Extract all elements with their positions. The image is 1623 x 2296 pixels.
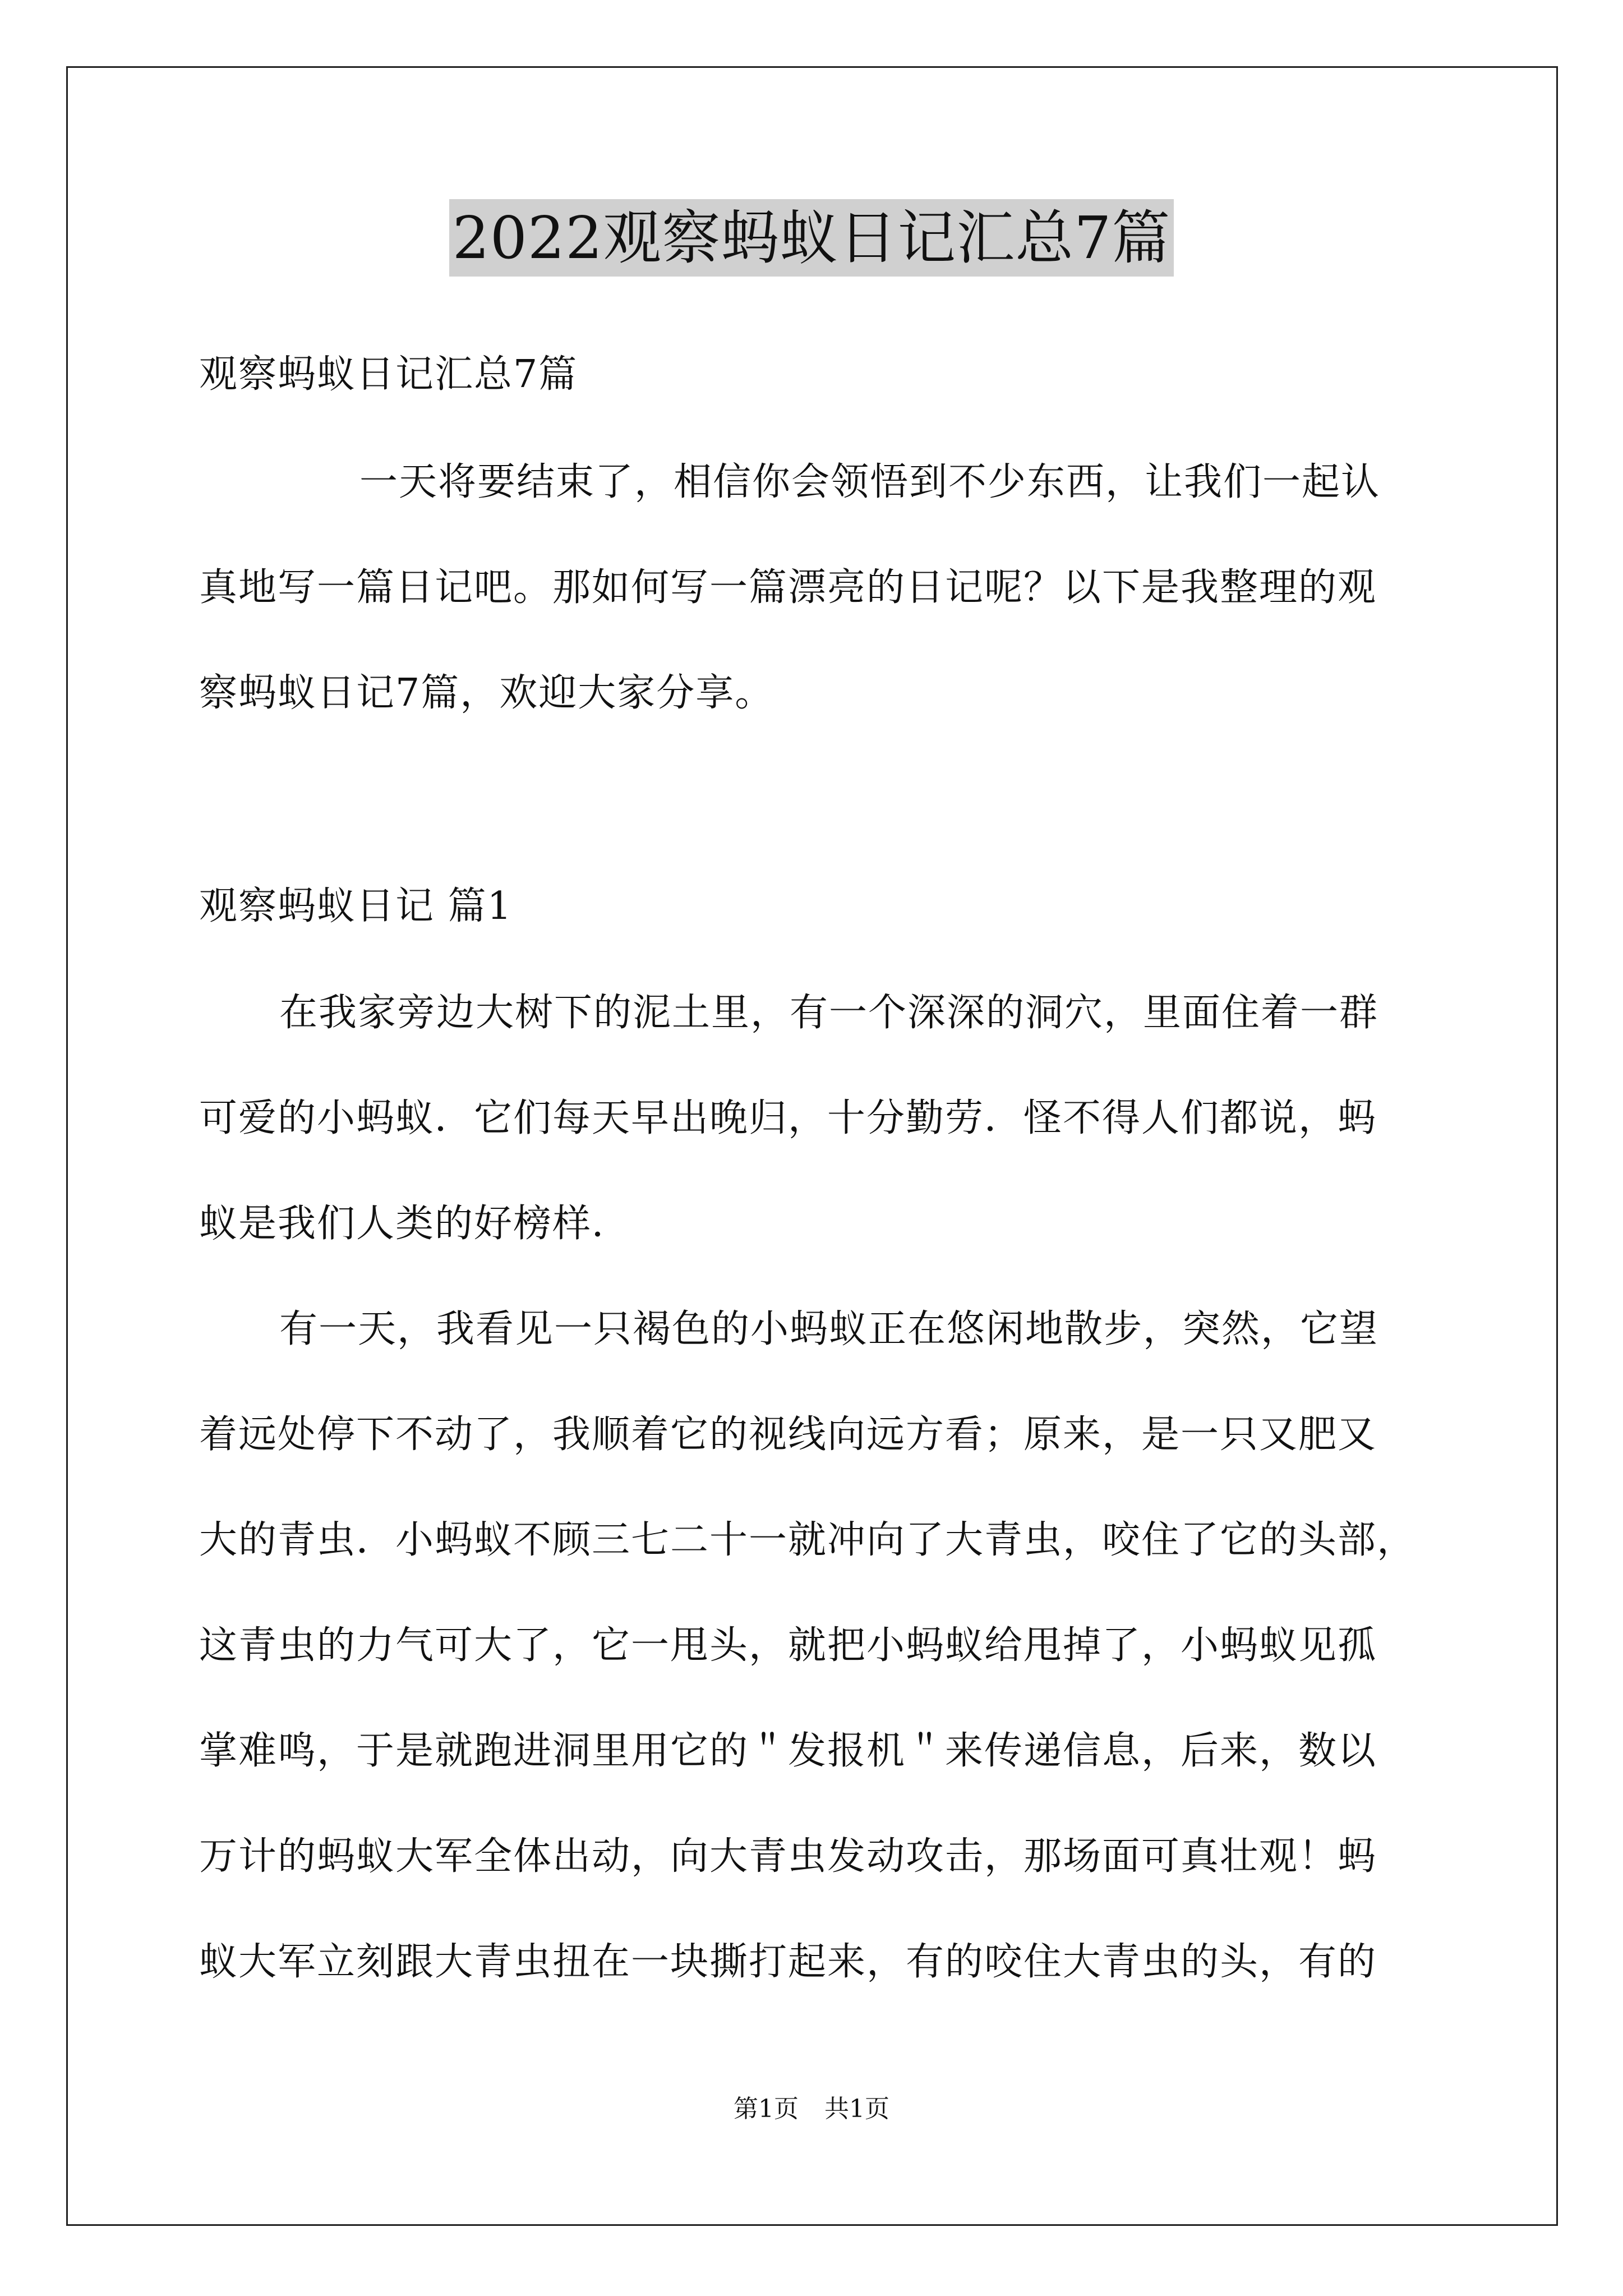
- intro-line: 察蚂蚁日记7篇，欢迎大家分享。: [199, 671, 774, 715]
- paragraph-line: 可爱的小蚂蚁．它们每天早出晚归，十分勤劳．怪不得人们都说，蚂: [199, 1096, 1377, 1140]
- paragraph-line: 万计的蚂蚁大军全体出动，向大青虫发动攻击，那场面可真壮观！蚂: [199, 1834, 1377, 1879]
- section-heading: 观察蚂蚁日记 篇1: [199, 884, 513, 928]
- page-footer: [0, 2092, 1623, 2126]
- title-container: [0, 199, 1623, 277]
- paragraph-line: 着远处停下不动了，我顺着它的视线向远方看；原来，是一只又肥又: [199, 1412, 1377, 1457]
- page-total: 共1页: [824, 2095, 889, 2123]
- paragraph-line: 蚁大军立刻跟大青虫扭在一块撕打起来，有的咬住大青虫的头，有的: [199, 1940, 1377, 1984]
- paragraph-line: 这青虫的力气可大了，它一甩头，就把小蚂蚁给甩掉了，小蚂蚁见孤: [199, 1623, 1377, 1668]
- intro-line: 一天将要结束了，相信你会领悟到不少东西，让我们一起认: [359, 460, 1381, 504]
- paragraph-line: 掌难鸣，于是就跑进洞里用它的＂发报机＂来传递信息，后来，数以: [199, 1729, 1377, 1773]
- intro-line: 真地写一篇日记吧。那如何写一篇漂亮的日记呢？以下是我整理的观: [199, 565, 1377, 610]
- paragraph-line: 在我家旁边大树下的泥土里，有一个深深的洞穴，里面住着一群: [279, 991, 1379, 1035]
- document-title: 2022观察蚂蚁日记汇总7篇: [449, 199, 1174, 277]
- paragraph-line: 有一天，我看见一只褐色的小蚂蚁正在悠闲地散步，突然，它望: [279, 1307, 1379, 1351]
- paragraph-line: 蚁是我们人类的好榜样．: [199, 1202, 631, 1246]
- page-number: 第1页: [734, 2095, 799, 2123]
- document-subtitle: 观察蚂蚁日记汇总7篇: [199, 352, 578, 397]
- paragraph-line: 大的青虫．小蚂蚁不顾三七二十一就冲向了大青虫，咬住了它的头部，: [199, 1518, 1417, 1562]
